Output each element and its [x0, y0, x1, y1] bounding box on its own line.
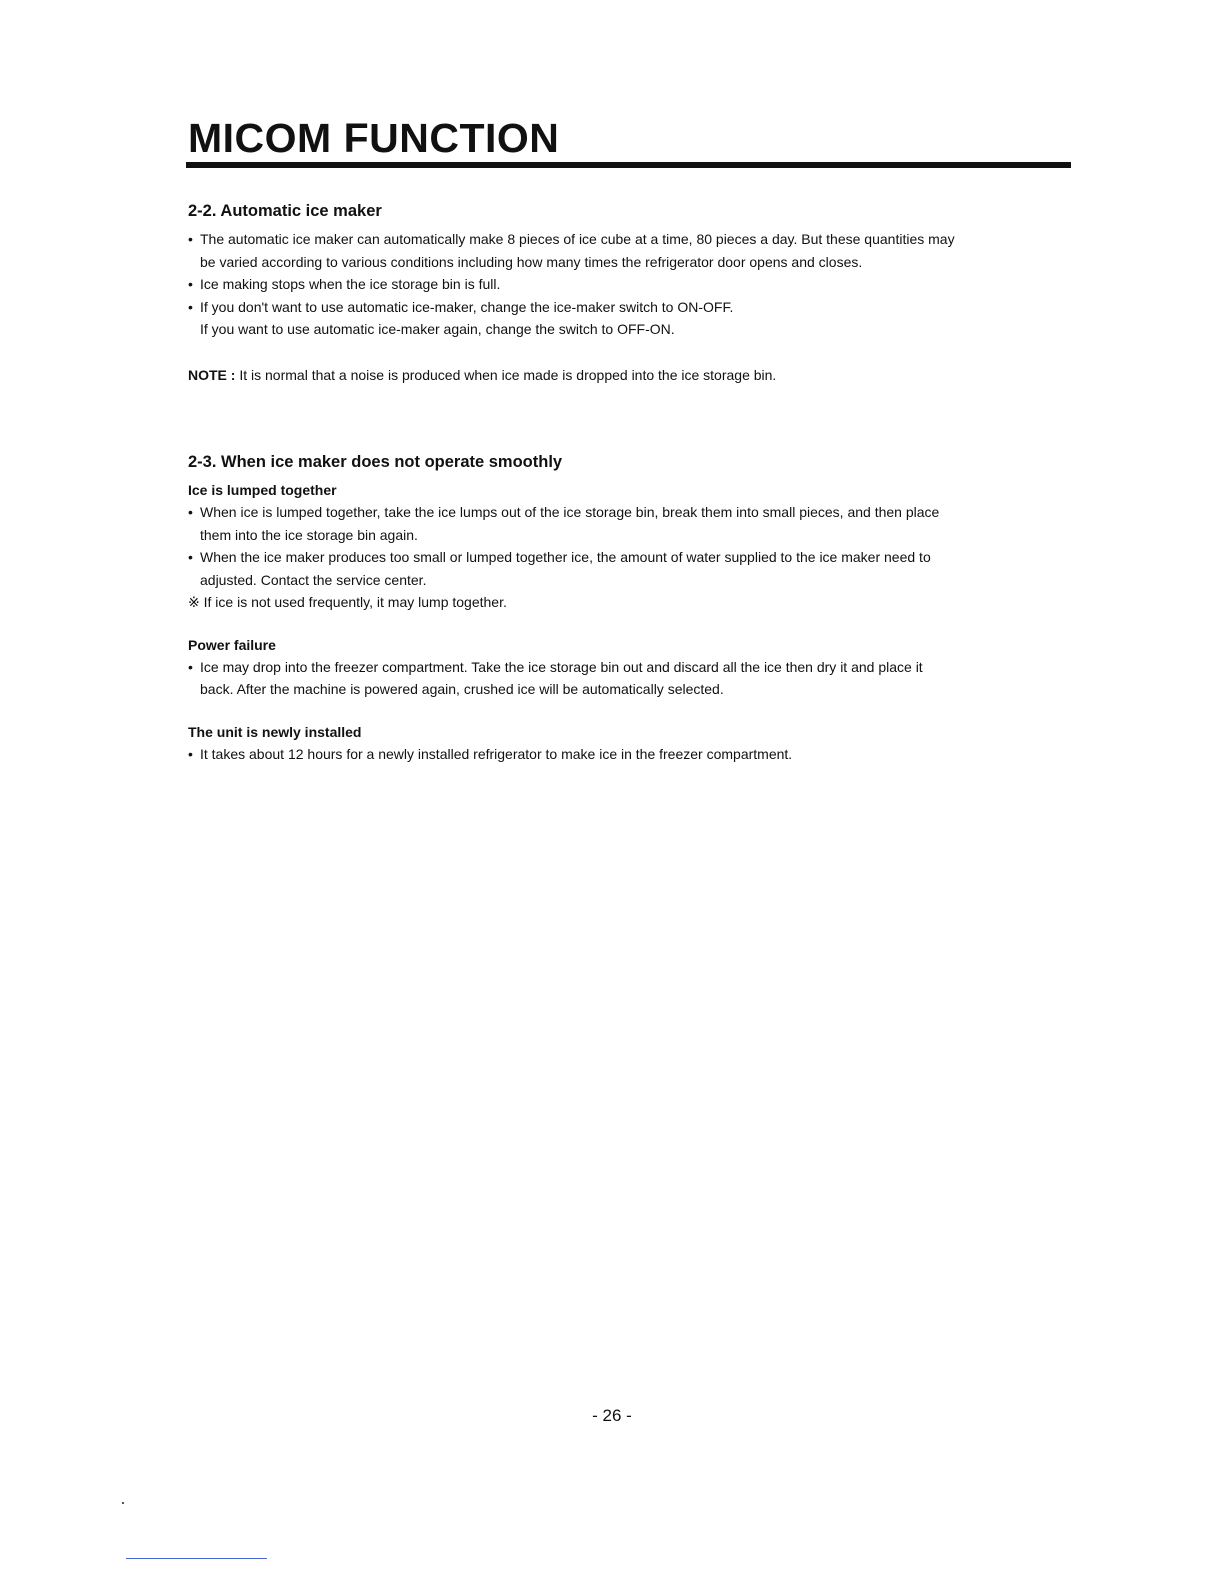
title-rule	[186, 162, 1071, 168]
note-label: NOTE :	[188, 366, 236, 383]
list-item-continuation: them into the ice storage bin again.	[200, 526, 418, 543]
list-item: • If you don't want to use automatic ice-maker, change the ice-maker switch to ON-OFF.	[188, 296, 1068, 319]
bullet-icon: •	[188, 298, 193, 315]
list-item-continuation: be varied according to various conditions including how many times the refrigerator door opens and closes.	[200, 253, 863, 270]
bullet-icon: •	[188, 276, 193, 292]
note	[188, 364, 1068, 387]
sub-heading-newly-installed: The unit is newly installed	[188, 723, 362, 740]
section-ice-maker-troubleshooting	[188, 451, 1068, 765]
page-title: MICOM FUNCTION	[188, 115, 560, 161]
list-item: • It takes about 12 hours for a newly installed refrigerator to make ice in the freezer compartment.	[188, 743, 1068, 766]
bullet-icon: •	[188, 658, 193, 675]
list-item: • When ice is lumped together, take the ice lumps out of the ice storage bin, break them into small pieces, and then place	[188, 501, 1068, 524]
section-automatic-ice-maker	[188, 200, 1068, 386]
sub-heading-power-failure: Power failure	[188, 636, 276, 653]
bullet-icon: •	[188, 549, 193, 565]
footer-rule	[126, 1558, 267, 1559]
remark: ※ If ice is not used frequently, it may lump together.	[188, 594, 507, 610]
page-number: - 26 -	[592, 1406, 632, 1425]
list-item-continuation: adjusted. Contact the service center.	[200, 571, 427, 588]
section-heading: 2-3. When ice maker does not operate smoothly	[188, 453, 563, 471]
sub-heading-ice-lumped: Ice is lumped together	[188, 482, 337, 498]
list-item: • The automatic ice maker can automatically make 8 pieces of ice cube at a time, 80 pieces a day. But these quantities may	[188, 228, 1068, 251]
list-item-continuation: If you want to use automatic ice-maker again, change the switch to OFF-ON.	[200, 321, 675, 337]
list-item: • Ice making stops when the ice storage bin is full.	[188, 273, 1068, 296]
reference-mark-icon: ※	[188, 594, 200, 610]
scan-speck	[122, 1502, 124, 1504]
list-item: • When the ice maker produces too small or lumped together ice, the amount of water supplied to the ice maker need to	[188, 546, 1068, 569]
bullet-icon: •	[188, 745, 193, 762]
bullet-icon: •	[188, 504, 193, 520]
list-item-continuation: back. After the machine is powered again, crushed ice will be automatically selected.	[200, 681, 724, 697]
bullet-icon: •	[188, 231, 193, 247]
list-item: • Ice may drop into the freezer compartment. Take the ice storage bin out and discard all the ice then dry it and place it	[188, 656, 1068, 679]
note-text: It is normal that a noise is produced when ice made is dropped into the ice storage bin.	[239, 366, 777, 383]
section-heading: 2-2. Automatic ice maker	[188, 202, 382, 220]
